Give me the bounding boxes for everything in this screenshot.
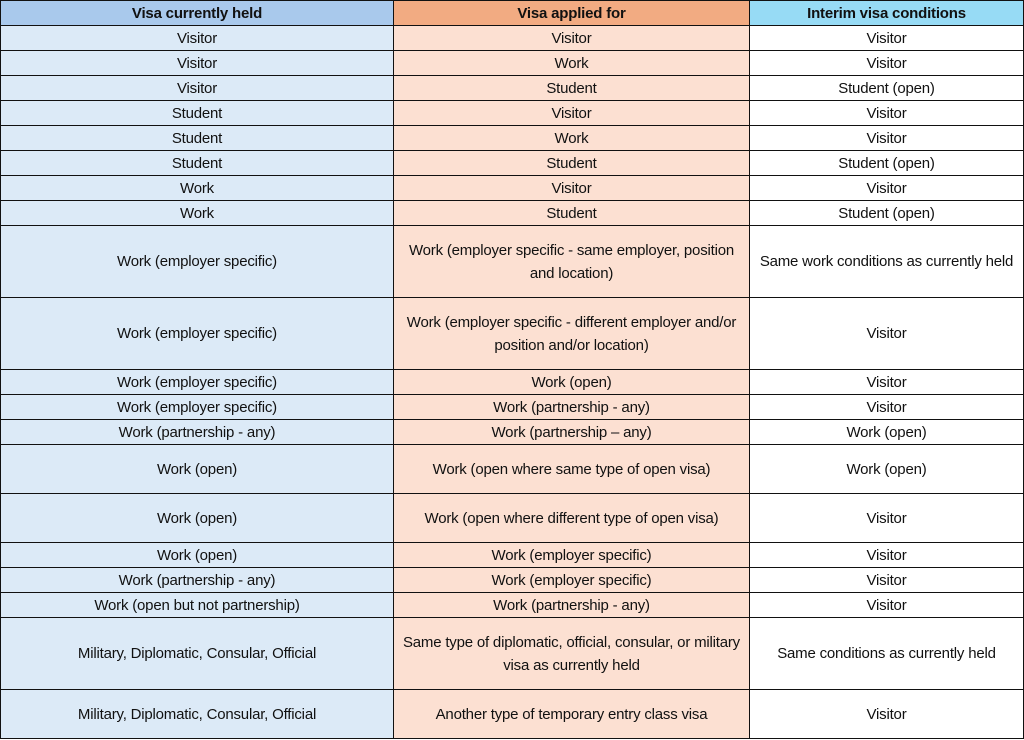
table-row: [1, 101, 1024, 126]
cell-interim-conditions: Work (open): [750, 420, 1024, 445]
table-row: [1, 51, 1024, 76]
table-row: [1, 445, 1024, 494]
cell-visa-held: Student: [1, 126, 394, 151]
cell-visa-applied: Work: [394, 51, 750, 76]
cell-interim-conditions: Visitor: [750, 395, 1024, 420]
cell-visa-held: Work (partnership - any): [1, 420, 394, 445]
cell-interim-conditions: Student (open): [750, 151, 1024, 176]
cell-visa-applied: Student: [394, 151, 750, 176]
cell-visa-held: Work (open but not partnership): [1, 593, 394, 618]
table-row: [1, 26, 1024, 51]
table-row: [1, 298, 1024, 370]
cell-visa-held: Visitor: [1, 26, 394, 51]
cell-visa-held: Work (employer specific): [1, 226, 394, 298]
cell-visa-applied: Work (partnership - any): [394, 395, 750, 420]
table-row: [1, 618, 1024, 690]
cell-visa-applied: Work (partnership - any): [394, 593, 750, 618]
cell-interim-conditions: Visitor: [750, 568, 1024, 593]
cell-visa-applied: Student: [394, 201, 750, 226]
cell-visa-held: Visitor: [1, 76, 394, 101]
cell-visa-applied: Work (employer specific): [394, 568, 750, 593]
table-row: [1, 690, 1024, 739]
table-row: [1, 176, 1024, 201]
cell-visa-held: Work (partnership - any): [1, 568, 394, 593]
table-row: [1, 420, 1024, 445]
cell-visa-held: Work (open): [1, 445, 394, 494]
cell-interim-conditions: Visitor: [750, 494, 1024, 543]
cell-visa-applied: Work: [394, 126, 750, 151]
cell-visa-applied: Work (employer specific - same employer, position and location): [394, 226, 750, 298]
cell-visa-held: Visitor: [1, 51, 394, 76]
header-visa-currently-held: Visa currently held: [1, 1, 394, 26]
cell-interim-conditions: Visitor: [750, 690, 1024, 739]
cell-interim-conditions: Visitor: [750, 593, 1024, 618]
cell-visa-held: Military, Diplomatic, Consular, Official: [1, 690, 394, 739]
cell-visa-applied: Work (open where different type of open visa): [394, 494, 750, 543]
cell-visa-applied: Work (open): [394, 370, 750, 395]
cell-visa-applied: Work (employer specific): [394, 543, 750, 568]
table-row: [1, 593, 1024, 618]
table-row: [1, 395, 1024, 420]
cell-interim-conditions: Visitor: [750, 101, 1024, 126]
cell-interim-conditions: Visitor: [750, 543, 1024, 568]
cell-visa-applied: Visitor: [394, 26, 750, 51]
header-interim-visa-conditions: Interim visa conditions: [750, 1, 1024, 26]
cell-visa-held: Work: [1, 176, 394, 201]
cell-interim-conditions: Visitor: [750, 126, 1024, 151]
header-row: [1, 1, 1024, 26]
cell-visa-held: Student: [1, 101, 394, 126]
cell-interim-conditions: Visitor: [750, 370, 1024, 395]
table-row: [1, 76, 1024, 101]
cell-interim-conditions: Work (open): [750, 445, 1024, 494]
cell-visa-applied: Same type of diplomatic, official, consular, or military visa as currently held: [394, 618, 750, 690]
cell-interim-conditions: Visitor: [750, 176, 1024, 201]
cell-interim-conditions: Visitor: [750, 298, 1024, 370]
cell-interim-conditions: Student (open): [750, 201, 1024, 226]
cell-visa-applied: Work (employer specific - different employer and/or position and/or location): [394, 298, 750, 370]
cell-visa-held: Work (open): [1, 543, 394, 568]
cell-visa-applied: Another type of temporary entry class visa: [394, 690, 750, 739]
table-row: [1, 126, 1024, 151]
header-visa-applied-for: Visa applied for: [394, 1, 750, 26]
cell-visa-applied: Work (open where same type of open visa): [394, 445, 750, 494]
cell-visa-held: Work (employer specific): [1, 370, 394, 395]
cell-visa-held: Work: [1, 201, 394, 226]
table-row: [1, 226, 1024, 298]
cell-visa-applied: Visitor: [394, 176, 750, 201]
cell-interim-conditions: Same work conditions as currently held: [750, 226, 1024, 298]
table-row: [1, 201, 1024, 226]
table-row: [1, 151, 1024, 176]
cell-interim-conditions: Visitor: [750, 26, 1024, 51]
cell-interim-conditions: Student (open): [750, 76, 1024, 101]
table-row: [1, 494, 1024, 543]
cell-visa-held: Work (employer specific): [1, 395, 394, 420]
cell-visa-held: Work (open): [1, 494, 394, 543]
cell-visa-held: Work (employer specific): [1, 298, 394, 370]
cell-interim-conditions: Visitor: [750, 51, 1024, 76]
table-row: [1, 568, 1024, 593]
cell-visa-applied: Student: [394, 76, 750, 101]
cell-interim-conditions: Same conditions as currently held: [750, 618, 1024, 690]
cell-visa-applied: Visitor: [394, 101, 750, 126]
table-row: [1, 370, 1024, 395]
cell-visa-held: Military, Diplomatic, Consular, Official: [1, 618, 394, 690]
table-row: [1, 543, 1024, 568]
cell-visa-applied: Work (partnership – any): [394, 420, 750, 445]
cell-visa-held: Student: [1, 151, 394, 176]
